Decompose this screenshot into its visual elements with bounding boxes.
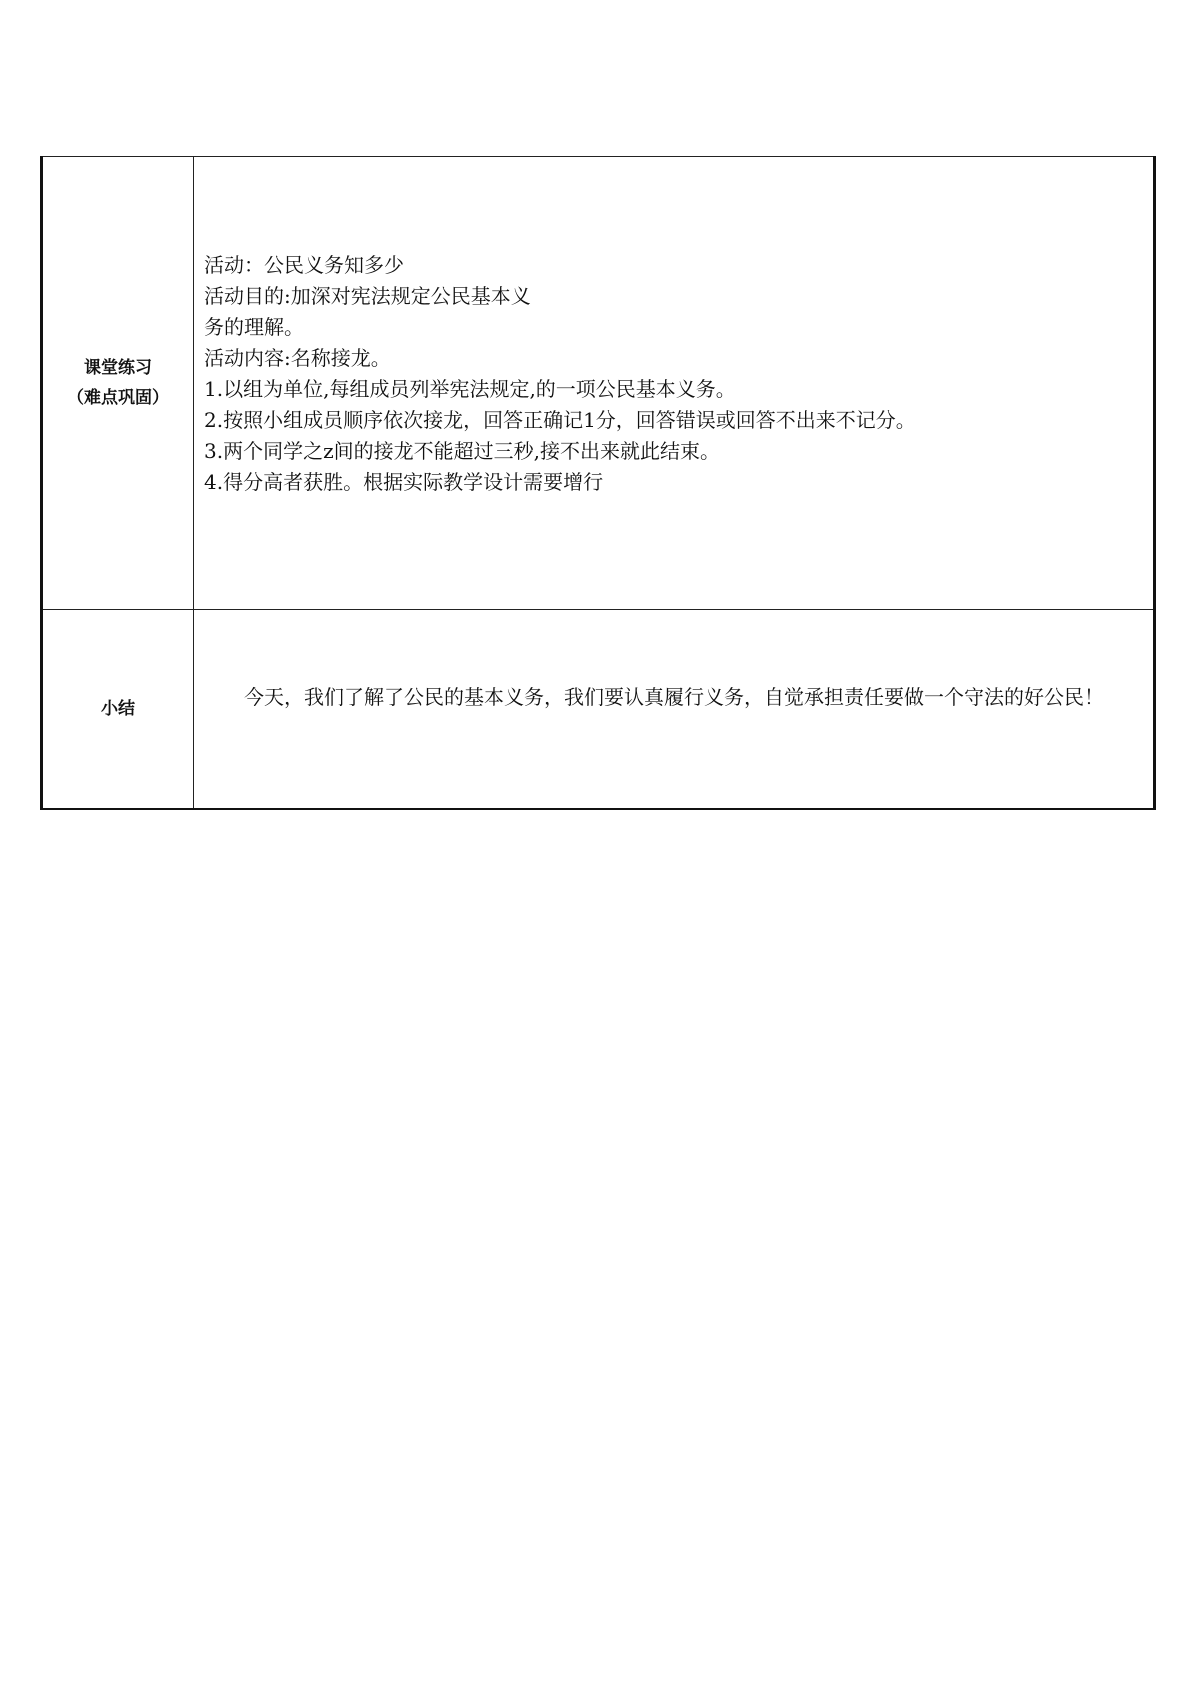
activity-goal-continued: 务的理解。	[204, 315, 304, 339]
activity-rule-3: 3.两个同学之z间的接龙不能超过三秒,接不出来就此结束。	[204, 439, 720, 463]
summary-label: 小结	[101, 699, 135, 719]
summary-content-cell	[194, 610, 1155, 810]
summary-text: 今天，我们了解了公民的基本义务，我们要认真履行义务，自觉承担责任要做一个守法的好公民！	[244, 685, 1104, 709]
activity-rule-1: 1.以组为单位,每组成员列举宪法规定,的一项公民基本义务。	[204, 377, 736, 401]
activity-goal: 活动目的:加深对宪法规定公民基本义	[204, 284, 531, 308]
activity-rule-2: 2.按照小组成员顺序依次接龙，回答正确记1分，回答错误或回答不出来不记分。	[204, 408, 916, 432]
activity-content: 活动内容:名称接龙。	[204, 346, 391, 370]
practice-label-cell	[42, 157, 194, 610]
lesson-plan-table	[40, 156, 1156, 810]
practice-label: 课堂练习	[84, 358, 152, 378]
practice-content	[204, 250, 1143, 498]
activity-rule-4: 4.得分高者获胜。根据实际教学设计需要增行	[204, 470, 604, 494]
practice-content-cell	[194, 157, 1155, 610]
activity-title: 活动：公民义务知多少	[204, 253, 404, 277]
summary-label-cell	[42, 610, 194, 810]
practice-sublabel: （难点巩固）	[67, 388, 169, 408]
table-row-summary	[42, 610, 1155, 810]
table-row-practice	[42, 157, 1155, 610]
